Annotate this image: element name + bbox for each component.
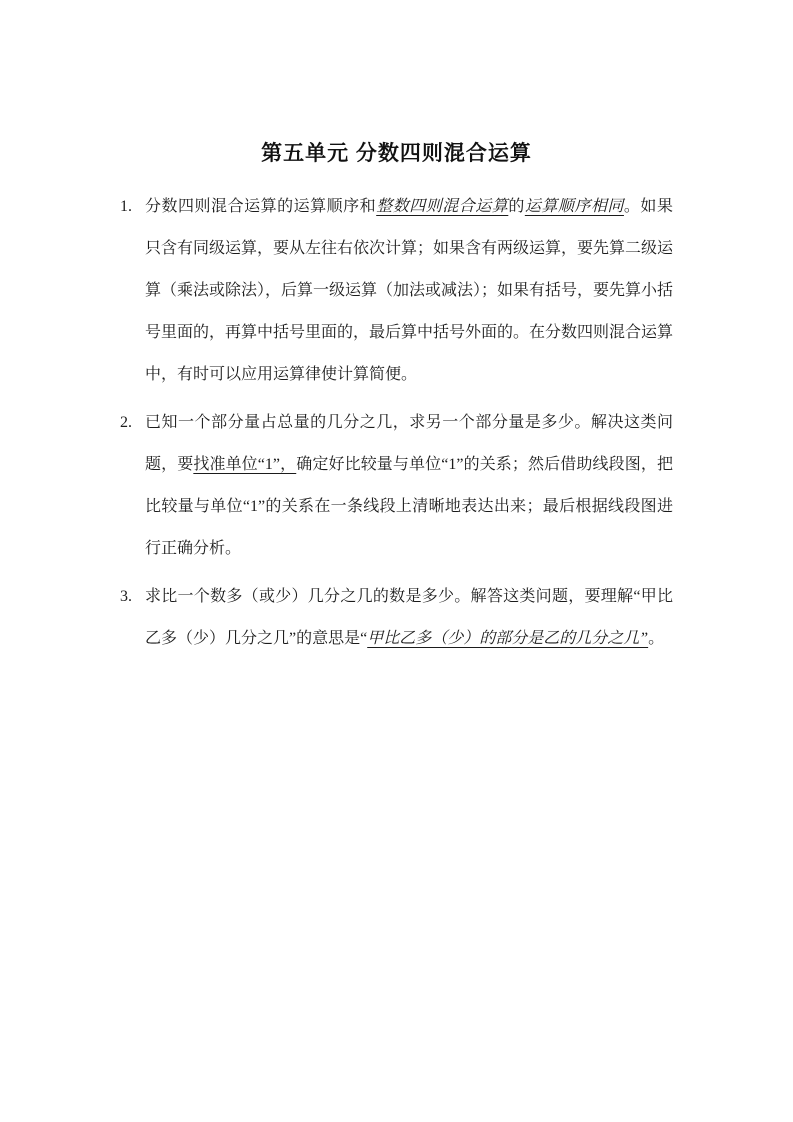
text-segment: 确定好比较量与单位“1”的关系；然后借助线段图，把比较量与单位“1”的关系在一条线段上清晰地表达出来；最后根据线段图进行正确分析。 <box>145 456 673 557</box>
text-segment: 。 <box>648 630 665 647</box>
list-item <box>120 402 673 570</box>
italic-underlined-segment: 整数四则混合运算 <box>376 198 509 215</box>
text-segment: 。如果只含有同级运算，要从左往右依次计算；如果含有两级运算，要先算二级运算（乘法或除法），后算一级运算（加法或减法）；如果有括号，要先算小括号里面的，再算中括号里面的，最后算中括号外面的。在分数四则混合运算中，有时可以应用运算律使计算简便。 <box>145 198 674 383</box>
notes-list <box>120 186 673 660</box>
list-item-number: 1. <box>120 198 132 215</box>
list-item <box>120 186 673 396</box>
text-segment: 已知一个部分量占总量的几分之几，求另一个部分量是多少。解决这类问题，要 <box>145 414 673 473</box>
list-item-text <box>145 186 673 396</box>
list-item-text <box>145 576 673 660</box>
text-segment: 的 <box>508 198 525 215</box>
text-segment: 分数四则混合运算的运算顺序和 <box>145 198 377 215</box>
italic-underlined-segment: 运算顺序相同 <box>524 198 624 215</box>
italic-underlined-segment: 甲比乙多（少）的部分是乙的几分之几” <box>367 630 649 647</box>
list-item-number: 3. <box>120 588 132 605</box>
list-item-text <box>145 402 673 570</box>
underlined-segment: 找准单位“1”， <box>193 456 297 473</box>
page-title: 第五单元 分数四则混合运算 <box>261 142 532 165</box>
list-item-number: 2. <box>120 414 132 431</box>
list-item <box>120 576 673 660</box>
text-segment: 求比一个数多（或少）几分之几的数是多少。解答这类问题，要理解“甲比乙多（少）几分之几”的意思是“ <box>145 588 673 647</box>
